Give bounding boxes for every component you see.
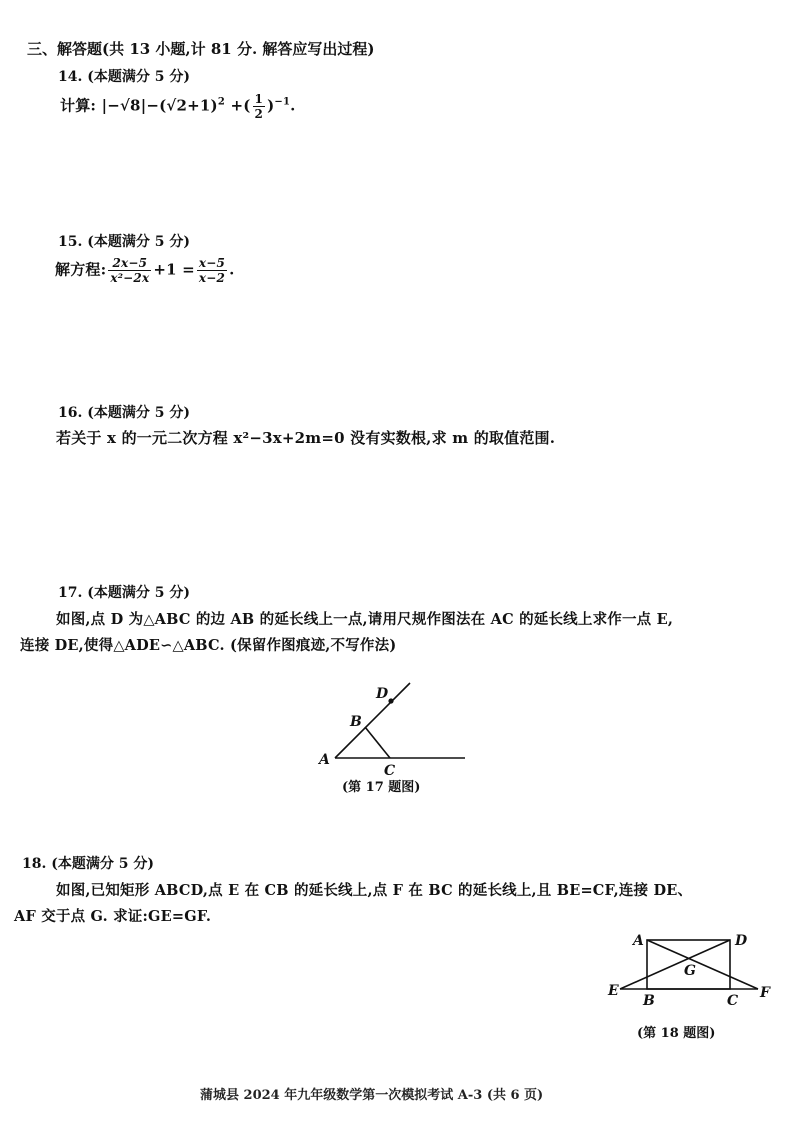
q14-exponent: −1 xyxy=(274,96,291,108)
q17-line2: 连接 DE,使得△ADE∽△ABC. (保留作图痕迹,不写作法) xyxy=(20,637,397,654)
page-footer: 蒲城县 2024 年九年级数学第一次模拟考试 A-3 (共 6 页) xyxy=(200,1088,544,1103)
q17-label-b: B xyxy=(350,714,362,730)
q17-segment-bc xyxy=(365,727,390,758)
q18-figure xyxy=(600,925,780,1010)
q18-label-g: G xyxy=(684,963,696,979)
q18-line2: AF 交于点 G. 求证:GE=GF. xyxy=(14,908,212,925)
q14-prompt: 计算: xyxy=(60,96,97,115)
q17-figure xyxy=(310,680,480,780)
q14-end: . xyxy=(290,96,296,115)
q14-expression xyxy=(60,92,296,121)
q17-point-d xyxy=(388,698,393,703)
q18-label-b: B xyxy=(643,993,655,1009)
q14-number: 14. (本题满分 5 分) xyxy=(58,69,190,85)
q15-prompt: 解方程: xyxy=(55,260,107,279)
q15-mid: +1 = xyxy=(153,260,195,279)
q15-rhs-fraction xyxy=(197,256,227,285)
q17-caption: (第 17 题图) xyxy=(342,780,421,795)
q17-line1: 如图,点 D 为△ABC 的边 AB 的延长线上一点,请用尺规作图法在 AC 的延长线上求作一点 E, xyxy=(56,611,674,628)
q17-ray-ab xyxy=(335,683,410,758)
q16-text: 若关于 x 的一元二次方程 x²−3x+2m=0 没有实数根,求 m 的取值范围. xyxy=(56,429,556,447)
q15-rhs-den: x−2 xyxy=(198,271,226,285)
q14-frac-num: 1 xyxy=(254,92,264,106)
q14-expr-a: |−√8|−(√2+1) xyxy=(101,96,218,115)
q18-label-d: D xyxy=(735,933,748,949)
section-title: 三、解答题(共 13 小题,计 81 分. 解答应写出过程) xyxy=(27,40,375,58)
q14-plus-open: +( xyxy=(230,96,251,115)
q17-label-c: C xyxy=(384,763,396,779)
q14-square: 2 xyxy=(217,96,225,108)
q17-label-a: A xyxy=(319,752,330,768)
q15-equation xyxy=(55,256,235,285)
q18-label-e: E xyxy=(608,983,619,999)
q18-label-f: F xyxy=(760,985,770,1001)
q16-number: 16. (本题满分 5 分) xyxy=(58,405,190,421)
q15-lhs-den: x²−2x xyxy=(110,271,150,285)
q15-rhs-num: x−5 xyxy=(198,256,226,270)
q18-label-a: A xyxy=(633,933,644,949)
q15-lhs-fraction xyxy=(108,256,151,285)
q17-label-d: D xyxy=(376,686,389,702)
q14-fraction xyxy=(253,92,266,121)
q18-label-c: C xyxy=(727,993,739,1009)
q17-number: 17. (本题满分 5 分) xyxy=(58,585,190,601)
q15-lhs-num: 2x−5 xyxy=(108,256,151,271)
q14-frac-den: 2 xyxy=(254,107,264,121)
q15-end: . xyxy=(229,260,235,279)
q18-number: 18. (本题满分 5 分) xyxy=(22,856,154,872)
q18-line1: 如图,已知矩形 ABCD,点 E 在 CB 的延长线上,点 F 在 BC 的延长线上,且 BE=CF,连接 DE、 xyxy=(56,882,693,899)
q15-number: 15. (本题满分 5 分) xyxy=(58,234,190,250)
q18-caption: (第 18 题图) xyxy=(637,1026,716,1041)
q14-close: ) xyxy=(267,96,275,115)
